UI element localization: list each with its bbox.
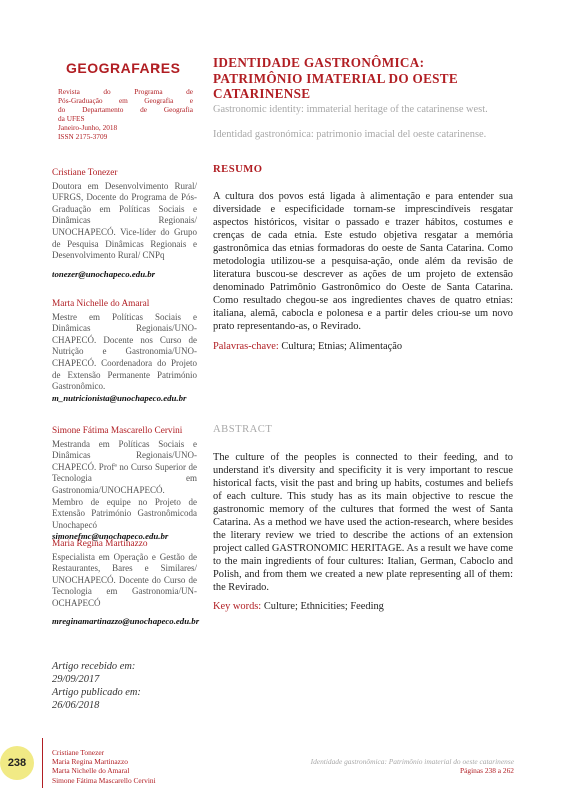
- resumo-heading: RESUMO: [213, 164, 263, 175]
- keywords-label: Palavras-chave:: [213, 341, 279, 352]
- abstract-heading: ABSTRACT: [213, 424, 273, 435]
- keywords-value: Cultura; Etnias; Alimentação: [281, 341, 403, 352]
- article-title-spanish: Identidad gastronómica: patrimonio imacial del oeste catarinense.: [213, 129, 487, 140]
- author-email[interactable]: tonezer@unochapeco.edu.br: [52, 268, 156, 279]
- article-title: IDENTIDADE GASTRONÔMICA: PATRIMÔNIO IMATERIAL DO OESTE CATARINENSE: [213, 55, 459, 101]
- author-email[interactable]: mreginamartinazzo@unochapeco.edu.br: [52, 615, 200, 626]
- running-title: Identidade gastronômica: Patrimônio imaterial do oeste catarinense: [310, 757, 514, 766]
- received-date: 29/09/2017: [52, 674, 100, 685]
- footer-authors: [52, 748, 252, 785]
- keywords-value: Culture; Ethnicities; Feeding: [263, 601, 384, 612]
- footer-author: Cristiane Tonezer: [52, 748, 105, 757]
- journal-logo: [66, 58, 181, 84]
- journal-line: Janeiro-Junho, 2018: [58, 123, 118, 132]
- journal-line: Revista do Programa de: [58, 87, 193, 96]
- published-date: 26/06/2018: [52, 700, 100, 711]
- footer-author: Marta Nichelle do Amaral: [52, 766, 130, 776]
- article-dates: [52, 660, 197, 712]
- author-name: Cristiane Tonezer: [52, 168, 118, 178]
- abstract-body: The culture of the peoples is connected to their feeding, and to understand it's diversity and specificity it is very important to rescue historical facts, visit the past and bring up habits, costumes and beliefs of each culture. This study has as its main objective to rescue the gastronomic memory of the cultures that formed the west of Santa Catarina. As a method we have used the action-research, where besides the literary review we tried to describe the actions of an extension project called GASTRONOMIC HERITAGE. As a result we have come to the main ingredients of four cultures: Italian, German, Caboclo and Polish, and from them we created a new plate representing all of them: the Revirado.: [213, 452, 513, 594]
- author-name: Maria Regina Martinazzo: [52, 539, 148, 549]
- journal-line: ISSN 2175-3709: [58, 132, 108, 141]
- footer-divider: [42, 738, 43, 788]
- footer-author: Simone Fátima Mascarello Cervini: [52, 775, 156, 785]
- journal-line: da UFES: [58, 114, 85, 123]
- footer-author: Maria Regina Martinazzo: [52, 757, 128, 767]
- footer-running-info: [290, 757, 514, 775]
- journal-info: [58, 87, 193, 141]
- journal-line: do Departamento de Geografia: [58, 105, 193, 114]
- journal-line: Pós-Graduação em Geografia e: [58, 96, 193, 105]
- author-affiliation: Mestre em Políticas Sociais e Dinâmicas Regionais/UNO-CHAPECÓ. Docente nos Curso de Nutrição e Gastronomia/UNO-CHAPECÓ. Coordenadora do Projeto de Extensão Permanente Património Gastronômico.: [52, 311, 197, 392]
- logo-text: GEOGRAFARES: [66, 60, 181, 76]
- published-label: Artigo publicado em:: [52, 687, 141, 698]
- author-name: Simone Fátima Mascarello Cervini: [52, 426, 183, 436]
- author-block: [52, 426, 197, 543]
- resumo-body: A cultura dos povos está ligada à alimentação e para entender sua diversidade e especificidade tornam-se imprescindíveis resgatar aspectos históricos, visitar o passado e trazer hábitos, costumes e crenças de cada etnia. Este estudo objetiva resgatar a memória gastronômica das etnias formadoras do oeste de Santa Catarina. Como metodologia utilizou-se a pesquisa-ação, onde além da revisão de literatura buscou-se descrever as ações de um projeto de extensão denominado Patrimônio Gastronômico do Oeste de Santa Catarina. Como resultado chegou-se aos ingredientes chaves de quatro etnias: italiana, alemã, cabocla e polonesa e a partir deles criou-se um novo prato representando-as, o Revirado.: [213, 191, 513, 333]
- abstract-keywords: [213, 601, 513, 612]
- author-email[interactable]: simonefmc@unochapeco.edu.br: [52, 531, 169, 542]
- keywords-label: Key words:: [213, 601, 262, 612]
- author-block: [52, 299, 197, 404]
- received-label: Artigo recebido em:: [52, 661, 136, 672]
- resumo-keywords: [213, 341, 513, 352]
- author-block: [52, 539, 200, 627]
- article-title-english: Gastronomic identity: immaterial heritage of the catarinense west.: [213, 104, 488, 115]
- author-block: [52, 168, 197, 280]
- author-affiliation: Especialista em Operação e Gestão de Restaurantes, Bares e Similares/ UNOCHAPECÓ. Docente do Curso de Tecnologia em Gastronomia/UN-OCHAPECÓ: [52, 551, 197, 608]
- page-range: Páginas 238 a 262: [460, 766, 514, 776]
- author-name: Marta Nichelle do Amaral: [52, 299, 150, 309]
- author-email[interactable]: m_nutricionista@unochapeco.edu.br: [52, 392, 187, 403]
- page-number-badge: 238: [0, 746, 34, 780]
- author-affiliation: Mestranda em Políticas Sociais e Dinâmicas Regionais/UNO-CHAPECÓ. Profª no Curso Superior de Tecnologia em Gastronomia/UNOCHAPECÓ. Membro de equipe no Projeto de Extensão Património Gastronômicoda Unochapecó: [52, 438, 197, 530]
- author-affiliation: Doutora em Desenvolvimento Rural/ UFRGS, Docente do Programa de Pós-Graduação em Políticas Sociais e Dinâmicas Regionais/ UNOCHAPECÓ. Vice-líder do Grupo de Pesquisa Dinâmicas Regionais e Desenvolvimento Rural/ CNPq: [52, 180, 197, 261]
